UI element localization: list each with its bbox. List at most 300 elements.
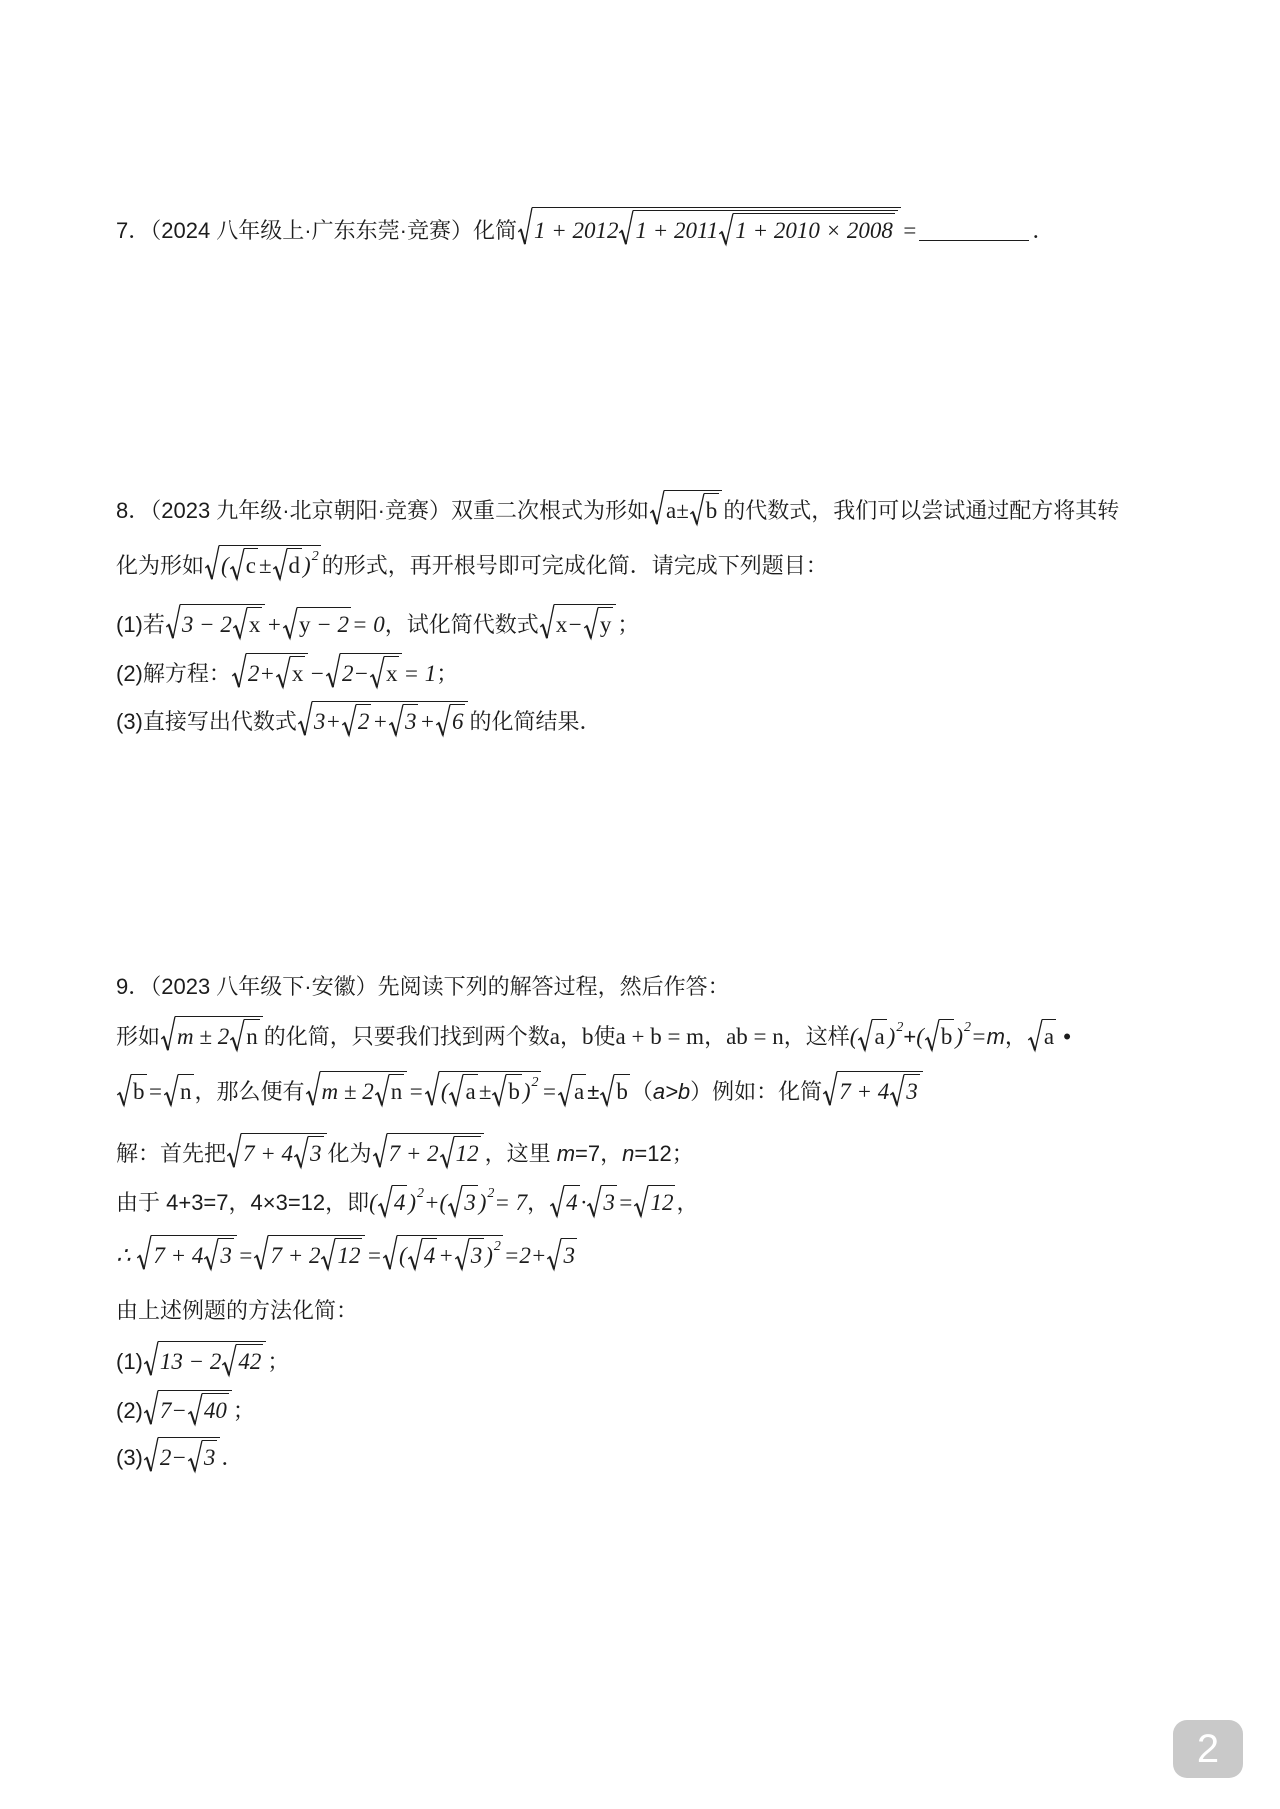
math-text: 7 + 4: [153, 1243, 204, 1269]
problem-9-part-3-content: [116, 1437, 243, 1473]
math-text: 3: [464, 1189, 476, 1215]
math-text: 3+: [313, 709, 341, 735]
math-text: =: [408, 1079, 424, 1105]
answer-blank: [919, 240, 1029, 241]
problem-9-line-1-content: [116, 973, 730, 1002]
radical-sign-icon: [144, 1341, 158, 1376]
math-text: =: [971, 1024, 987, 1050]
text-run: 的化简结果．: [469, 709, 602, 735]
radicand: [241, 1133, 327, 1169]
text-run: (1): [116, 1349, 143, 1375]
radicand: [554, 604, 617, 640]
text-run: ；: [436, 661, 459, 687]
math-text: 7 + 2: [388, 1141, 439, 1167]
radicand: [158, 1437, 221, 1473]
text-run: ，: [559, 1024, 582, 1050]
text-run: =7，: [575, 1141, 623, 1167]
text-run: ，: [704, 1024, 727, 1050]
radicand: [158, 1341, 267, 1377]
math-variable: a: [549, 1024, 560, 1050]
radical-expression: [166, 604, 266, 640]
radicand: [872, 1019, 886, 1052]
italic-variable: a>b: [652, 1079, 691, 1105]
math-text: 1 + 2012: [533, 217, 619, 243]
math-variable: a: [465, 1079, 476, 1105]
text-run: 解：首先把: [116, 1141, 227, 1167]
page-number: 2: [1196, 1726, 1220, 1771]
radical-sign-icon: [492, 1074, 506, 1106]
text-run: 由于 4+3=7，4×3=12，即: [116, 1189, 370, 1215]
radicand: [290, 656, 306, 689]
radical-expression: [164, 1074, 194, 1107]
text-run: 8．（2023 九年级·北京朝阳·竞赛）双重二次根式为形如: [116, 498, 649, 524]
problem-9-solution-line-1-content: [116, 1133, 694, 1169]
radical-sign-icon: [373, 1133, 387, 1168]
radical-sign-icon: [233, 607, 247, 639]
radical-sign-icon: [205, 545, 219, 580]
radical-sign-icon: [518, 207, 532, 245]
radical-expression: [161, 1016, 263, 1052]
text-run: ；: [617, 612, 640, 638]
radical-sign-icon: [587, 1185, 601, 1217]
problem-8-line-1: [116, 478, 1119, 538]
radicand: [532, 207, 901, 246]
radical-expression: [276, 656, 306, 689]
math-text: = 0: [351, 612, 385, 638]
radical-sign-icon: [1028, 1019, 1042, 1051]
text-run: 9．（2023 八年级下·安徽）先阅读下列的解答过程，然后作答：: [116, 973, 730, 999]
radical-expression: [449, 1074, 477, 1107]
math-text: 40: [203, 1398, 227, 1424]
radicand: [297, 607, 351, 640]
radical-sign-icon: [342, 704, 356, 736]
radicand: [648, 1185, 675, 1218]
radicand: [561, 1238, 577, 1271]
problem-9-task-intro-content: [116, 1297, 358, 1326]
math-variable: x: [555, 612, 568, 638]
math-text: 7 + 2: [270, 1243, 321, 1269]
text-run: ，这里: [484, 1141, 557, 1167]
math-variable: b: [940, 1024, 953, 1050]
radicand: [202, 1393, 229, 1426]
radical-expression: [273, 548, 303, 581]
radical-sign-icon: [375, 1074, 389, 1106]
text-run: ；: [267, 1349, 290, 1375]
radical-sign-icon: [858, 1019, 872, 1051]
text-run: ，这样: [783, 1024, 850, 1050]
radical-sign-icon: [298, 701, 312, 736]
math-variable: c: [245, 553, 256, 579]
problem-9-line-3-content: [116, 1071, 924, 1107]
math-text: 4: [566, 1189, 578, 1215]
radical-expression: [375, 1074, 405, 1107]
text-run: 的化简，只要我们找到两个数: [263, 1024, 550, 1050]
radical-expression: [204, 1238, 234, 1271]
radical-sign-icon: [164, 1074, 178, 1106]
radical-expression: [205, 545, 321, 581]
text-run: +: [903, 1024, 917, 1050]
radical-sign-icon: [276, 656, 290, 688]
math-variable: a: [1043, 1024, 1055, 1050]
radical-sign-icon: [204, 1238, 218, 1270]
problem-8-part-3: [116, 689, 602, 749]
radical-sign-icon: [232, 653, 246, 688]
radicand: [218, 1238, 234, 1271]
math-text: 2+: [247, 661, 275, 687]
radical-expression: [144, 1341, 267, 1377]
math-text: ±: [676, 498, 689, 524]
problem-8-line-2-content: [116, 545, 828, 581]
text-run: 形如: [116, 1024, 161, 1050]
math-text: −: [309, 661, 325, 687]
math-variable: b: [133, 1079, 145, 1105]
radical-expression: [455, 1238, 485, 1271]
radical-expression: [230, 548, 258, 581]
radical-expression: [283, 607, 351, 640]
radical-sign-icon: [144, 1437, 158, 1472]
radical-expression: [233, 607, 263, 640]
radical-sign-icon: [161, 1016, 175, 1051]
radical-sign-icon: [600, 1074, 614, 1106]
radicand: [340, 653, 403, 689]
radical-sign-icon: [650, 490, 664, 525]
math-text: 4: [423, 1243, 436, 1269]
math-variable: b: [705, 498, 718, 524]
math-text: 7 + 4: [243, 1141, 294, 1167]
italic-variable: m: [986, 1024, 1005, 1050]
radicand: [131, 1074, 147, 1107]
radicand: [392, 1185, 408, 1218]
radical-sign-icon: [449, 1074, 463, 1106]
text-run: (1)若: [116, 612, 165, 638]
math-text: 6: [451, 709, 464, 735]
math-text: =: [366, 1243, 383, 1269]
radical-sign-icon: [273, 548, 287, 580]
math-variable: b: [582, 1024, 594, 1050]
radicand: [387, 1133, 484, 1169]
radical-sign-icon: [117, 1074, 131, 1106]
radicand: [320, 1071, 408, 1107]
text-run: 的形式，再开根号即可完成化简．请完成下列题目：: [321, 553, 828, 579]
radicand: [244, 548, 258, 581]
italic-variable: m: [556, 1141, 576, 1167]
radical-expression: [232, 653, 309, 689]
radical-expression: [230, 1019, 260, 1052]
radicand: [244, 1019, 260, 1052]
radical-expression: [518, 207, 901, 246]
math-text: +: [419, 709, 435, 735]
radicand: [837, 1071, 923, 1107]
math-text: =: [617, 1189, 634, 1215]
text-run: ．: [221, 1445, 244, 1471]
radicand: [202, 1440, 218, 1473]
math-text: = 1: [403, 661, 437, 687]
math-text: 12: [455, 1141, 479, 1167]
radicand: [158, 1390, 232, 1426]
problem-9-line-2: [116, 1004, 1071, 1064]
math-text: =: [901, 217, 918, 243]
math-text: 42: [238, 1349, 262, 1375]
radical-sign-icon: [890, 1074, 904, 1106]
radical-sign-icon: [634, 1185, 648, 1217]
radical-expression: [890, 1074, 920, 1107]
radicand: [601, 1185, 617, 1218]
math-text: 3: [603, 1189, 615, 1215]
radical-sign-icon: [550, 1185, 564, 1217]
radical-expression: [619, 210, 897, 246]
radicand: [614, 1074, 630, 1107]
math-text: =: [237, 1243, 254, 1269]
math-text: +: [266, 612, 282, 638]
radical-expression: [294, 1136, 324, 1169]
math-text: m ± 2: [177, 1024, 230, 1050]
radical-expression: [492, 1074, 522, 1107]
math-text: 3: [220, 1243, 232, 1269]
radical-sign-icon: [321, 1238, 335, 1270]
math-variable: b: [616, 1079, 628, 1105]
radical-expression: [587, 1185, 617, 1218]
radical-expression: [144, 1437, 221, 1473]
radical-sign-icon: [326, 653, 340, 688]
math-text: 3: [906, 1079, 918, 1105]
radical-sign-icon: [306, 1071, 320, 1106]
radical-expression: [600, 1074, 630, 1107]
math-text: m ± 2: [321, 1079, 374, 1105]
math-variable: ab = n: [726, 1024, 784, 1050]
math-text: − 2: [310, 612, 349, 638]
radical-expression: [373, 1133, 484, 1169]
radical-sign-icon: [230, 1019, 244, 1051]
radical-sign-icon: [294, 1136, 308, 1168]
radical-expression: [547, 1238, 577, 1271]
math-text: ±: [478, 1079, 492, 1105]
radical-expression: [117, 1074, 147, 1107]
math-text: (: [849, 1024, 858, 1050]
radicand: [335, 1238, 362, 1271]
radical-sign-icon: [440, 1136, 454, 1168]
math-text: 3: [563, 1243, 575, 1269]
radical-sign-icon: [137, 1235, 151, 1270]
exponent: 2: [311, 549, 319, 565]
problem-9-solution-line-3: [116, 1223, 578, 1283]
radical-expression: [823, 1071, 923, 1107]
radical-expression: [584, 607, 614, 640]
radical-sign-icon: [448, 1185, 462, 1217]
radical-expression: [634, 1185, 675, 1218]
text-run: 7．（2024 八年级上·广东东莞·竞赛）化简: [116, 217, 517, 243]
radicand: [1042, 1019, 1056, 1052]
math-variable: n: [390, 1079, 403, 1105]
radical-expression: [1028, 1019, 1056, 1052]
radicand: [287, 548, 303, 581]
exponent: 2: [531, 1075, 539, 1091]
radicand: [178, 1074, 194, 1107]
radical-sign-icon: [230, 548, 244, 580]
radical-expression: [306, 1071, 408, 1107]
math-text: 3: [404, 709, 417, 735]
radicand: [236, 1344, 263, 1377]
text-run: （: [630, 1079, 653, 1105]
text-run: =12；: [634, 1141, 694, 1167]
math-text: ): [303, 553, 311, 579]
radical-sign-icon: [823, 1071, 837, 1106]
math-variable: n: [246, 1024, 258, 1050]
math-variable: y: [599, 612, 612, 638]
radical-expression: [440, 1136, 481, 1169]
radicand: [246, 653, 309, 689]
math-text: 7 + 4: [839, 1079, 890, 1105]
radical-sign-icon: [719, 213, 733, 245]
math-text: 1 + 2011: [635, 217, 719, 243]
radical-sign-icon: [254, 1235, 268, 1270]
radical-expression: [383, 1235, 503, 1271]
math-text: +: [438, 1243, 454, 1269]
problem-8-part-2-content: [116, 653, 458, 689]
math-text: ): [887, 1024, 896, 1050]
radical-expression: [188, 1440, 218, 1473]
radical-expression: [540, 604, 617, 640]
math-text: +: [372, 709, 388, 735]
radical-sign-icon: [389, 704, 403, 736]
radical-expression: [425, 1071, 541, 1107]
math-text: 2−: [159, 1445, 187, 1471]
text-run: 化为形如: [116, 553, 205, 579]
radicand: [469, 1238, 485, 1271]
text-run: ；: [232, 1398, 255, 1424]
math-text: ): [485, 1243, 493, 1269]
text-run: ．: [1032, 217, 1055, 243]
text-run: ±: [587, 1079, 600, 1105]
radicand: [175, 1016, 263, 1052]
radical-expression: [227, 1133, 327, 1169]
radical-expression: [144, 1390, 232, 1426]
text-run: ，: [1004, 1024, 1027, 1050]
radical-sign-icon: [378, 1185, 392, 1217]
radical-sign-icon: [144, 1390, 158, 1425]
radical-sign-icon: [227, 1133, 241, 1168]
radical-expression: [254, 1235, 365, 1271]
radical-expression: [137, 1235, 237, 1271]
radicand: [308, 1136, 324, 1169]
math-text: ∴: [116, 1243, 137, 1269]
text-run: 化为: [327, 1141, 372, 1167]
math-text: =: [147, 1079, 164, 1105]
radicand: [403, 704, 419, 737]
math-text: ): [478, 1189, 487, 1215]
problem-8-line-1-content: [116, 490, 1119, 526]
text-run: (3): [116, 1445, 143, 1471]
radical-sign-icon: [619, 210, 633, 245]
problem-9-part-2-content: [116, 1390, 255, 1426]
italic-variable: n: [622, 1141, 635, 1167]
radical-expression: [550, 1185, 580, 1218]
math-text: =2+: [503, 1243, 547, 1269]
math-text: ): [955, 1024, 964, 1050]
radicand: [422, 1238, 438, 1271]
radical-sign-icon: [408, 1238, 422, 1270]
radical-expression: [326, 653, 403, 689]
problem-7-line-1: [116, 196, 1054, 256]
radicand: [439, 1071, 541, 1107]
radical-sign-icon: [690, 493, 704, 525]
problem-9-part-3: [116, 1425, 243, 1485]
radicand: [633, 210, 897, 246]
math-text: (: [221, 553, 229, 579]
radicand: [247, 607, 263, 640]
problem-8-part-1-content: [116, 604, 639, 640]
problem-8-line-2: [116, 533, 828, 593]
math-variable: x: [248, 612, 261, 638]
math-variable: d: [288, 553, 301, 579]
radicand: [598, 607, 614, 640]
math-text: 12: [337, 1243, 361, 1269]
text-run: ）例如：化简: [690, 1079, 823, 1105]
radical-expression: [448, 1185, 478, 1218]
radical-sign-icon: [283, 607, 297, 639]
math-text: (: [440, 1079, 449, 1105]
radical-expression: [342, 704, 372, 737]
math-variable: n: [180, 1079, 192, 1105]
text-run: (2): [116, 1398, 143, 1424]
radical-expression: [650, 490, 722, 526]
radical-expression: [389, 704, 419, 737]
radical-sign-icon: [436, 704, 450, 736]
exponent: 2: [487, 1185, 495, 1201]
radical-sign-icon: [222, 1344, 236, 1376]
radical-sign-icon: [547, 1238, 561, 1270]
math-text: ·: [580, 1189, 587, 1215]
radicand: [268, 1235, 365, 1271]
problem-7-line-1-content: [116, 207, 1054, 246]
radicand: [904, 1074, 920, 1107]
math-text: = 7: [494, 1189, 528, 1215]
radicand: [356, 704, 372, 737]
text-run: (3)直接写出代数式: [116, 709, 297, 735]
page-number-badge: [1173, 1720, 1243, 1778]
radicand: [312, 701, 469, 737]
radical-expression: [925, 1019, 955, 1052]
math-text: 1 + 2010 × 2008: [735, 217, 893, 243]
math-text: 3: [203, 1445, 216, 1471]
radical-sign-icon: [383, 1235, 397, 1270]
problem-9-solution-line-2-content: [116, 1185, 698, 1218]
math-variable: b: [508, 1079, 520, 1105]
math-text: −: [567, 612, 583, 638]
radical-expression: [188, 1393, 229, 1426]
radical-sign-icon: [558, 1074, 572, 1106]
radical-expression: [690, 493, 720, 526]
math-text: 3: [310, 1141, 322, 1167]
math-text: +(: [424, 1189, 448, 1215]
radicand: [463, 1074, 477, 1107]
radicand: [572, 1074, 586, 1107]
math-text: 3 − 2: [181, 612, 232, 638]
radicand: [389, 1074, 405, 1107]
radical-expression: [222, 1344, 263, 1377]
radicand: [219, 545, 321, 581]
radicand: [704, 493, 720, 526]
math-text: ): [522, 1079, 531, 1105]
radical-sign-icon: [540, 604, 554, 639]
radical-expression: [378, 1185, 408, 1218]
math-text: 3: [470, 1243, 483, 1269]
math-text: ±: [258, 553, 272, 579]
radical-sign-icon: [166, 604, 180, 639]
radicand: [506, 1074, 522, 1107]
radical-sign-icon: [925, 1019, 939, 1051]
radical-sign-icon: [425, 1071, 439, 1106]
problem-9-solution-line-2: [116, 1171, 698, 1231]
